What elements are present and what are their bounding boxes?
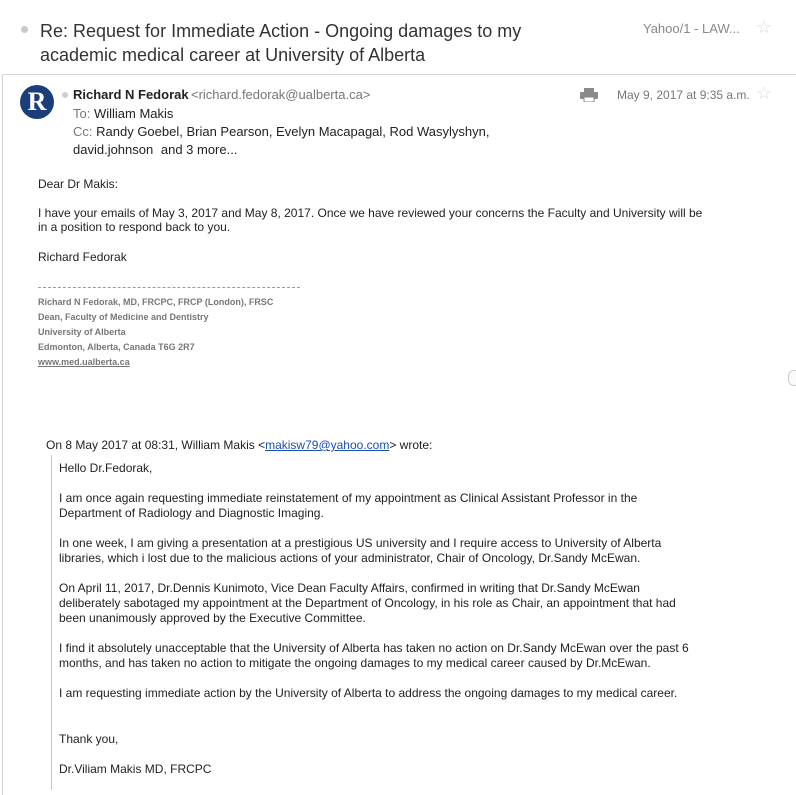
- quote-line: In one week, I am giving a presentation at a prestigious US university and I require access to University of Alberta: [59, 536, 662, 550]
- quote-header: [46, 438, 432, 452]
- message-star-icon[interactable]: ☆: [756, 83, 773, 103]
- message-date: May 9, 2017 at 9:35 a.m.: [617, 88, 750, 102]
- quote-header-suffix: > wrote:: [389, 438, 433, 452]
- signoff: Richard Fedorak: [38, 250, 127, 264]
- quote-email-link[interactable]: makisw79@yahoo.com: [265, 438, 390, 452]
- signature-website-link[interactable]: www.med.ualberta.ca: [38, 357, 130, 367]
- quote-line: On April 11, 2017, Dr.Dennis Kunimoto, Vice Dean Faculty Affairs, confirmed in writing that Dr.Sandy McEwan: [59, 581, 640, 595]
- to-label: To:: [73, 106, 91, 121]
- unread-dot[interactable]: [21, 26, 28, 33]
- more-recipients-link[interactable]: and 3 more...: [160, 142, 238, 157]
- quote-line: I am requesting immediate action by the University of Alberta to address the ongoing damages to my medical career.: [59, 686, 678, 700]
- quote-header-prefix: On 8 May 2017 at 08:31, William Makis <: [46, 438, 266, 452]
- quote-line: been unanimously approved by the Executive Committee.: [59, 611, 366, 625]
- quote-line: libraries, which i lost due to the malicious actions of your administrator, Chair of Oncology, Dr.Sandy McEwan.: [59, 551, 641, 565]
- signature-line: Dean, Faculty of Medicine and Dentistry: [38, 312, 209, 322]
- quote-line: I find it absolutely unacceptable that the University of Alberta has taken no action on Dr.Sandy McEwan over the past 6: [59, 641, 689, 655]
- quote-greeting: Hello Dr.Fedorak,: [59, 461, 153, 475]
- read-status-dot[interactable]: [62, 92, 68, 98]
- cc-recipients[interactable]: Randy Goebel, Brian Pearson, Evelyn Macapagal, Rod Wasylyshyn,: [96, 124, 490, 139]
- to-recipient[interactable]: William Makis: [93, 106, 174, 121]
- cc-line: [73, 124, 489, 139]
- subject-bar: [0, 0, 796, 74]
- signature-divider: [38, 287, 300, 288]
- to-line: [73, 106, 173, 121]
- signature-line: Richard N Fedorak, MD, FRCPC, FRCP (London), FRSC: [38, 297, 274, 307]
- star-icon[interactable]: ☆: [756, 17, 773, 37]
- body-line: I have your emails of May 3, 2017 and May 8, 2017. Once we have reviewed your concerns the Faculty and University will be: [38, 206, 703, 220]
- quote-thanks: Thank you,: [59, 732, 119, 746]
- cc-label: Cc:: [73, 124, 93, 139]
- quote-bar: [51, 455, 52, 790]
- email-subject: Re: Request for Immediate Action - Ongoing damages to my academic medical career at University of Alberta: [40, 21, 522, 65]
- sender-avatar[interactable]: R: [20, 85, 54, 119]
- cc-line-2: [73, 142, 237, 157]
- sender-name[interactable]: Richard N Fedorak: [73, 87, 189, 102]
- cc-recipient-extra[interactable]: david.johnson: [73, 142, 154, 157]
- quote-line: deliberately sabotaged my appointment at the Department of Oncology, in his role as Chair, an appointment that had: [59, 596, 676, 610]
- signature-line: Edmonton, Alberta, Canada T6G 2R7: [38, 342, 195, 352]
- folder-label[interactable]: Yahoo/1 - LAW...: [643, 21, 740, 36]
- sender-email: <richard.fedorak@ualberta.ca>: [191, 87, 371, 102]
- scroll-handle[interactable]: [788, 370, 796, 386]
- print-icon[interactable]: [580, 88, 598, 102]
- body-line: in a position to respond back to you.: [38, 220, 231, 234]
- signature-line: University of Alberta: [38, 327, 126, 337]
- quote-line: Department of Radiology and Diagnostic Imaging.: [59, 506, 324, 520]
- quote-line: months, and has taken no action to mitigate the ongoing damages to my medical career caused by Dr.McEwan.: [59, 656, 651, 670]
- greeting: Dear Dr Makis:: [38, 177, 119, 191]
- quote-signature: Dr.Viliam Makis MD, FRCPC: [59, 762, 212, 776]
- quote-line: I am once again requesting immediate reinstatement of my appointment as Clinical Assistant Professor in the: [59, 491, 638, 505]
